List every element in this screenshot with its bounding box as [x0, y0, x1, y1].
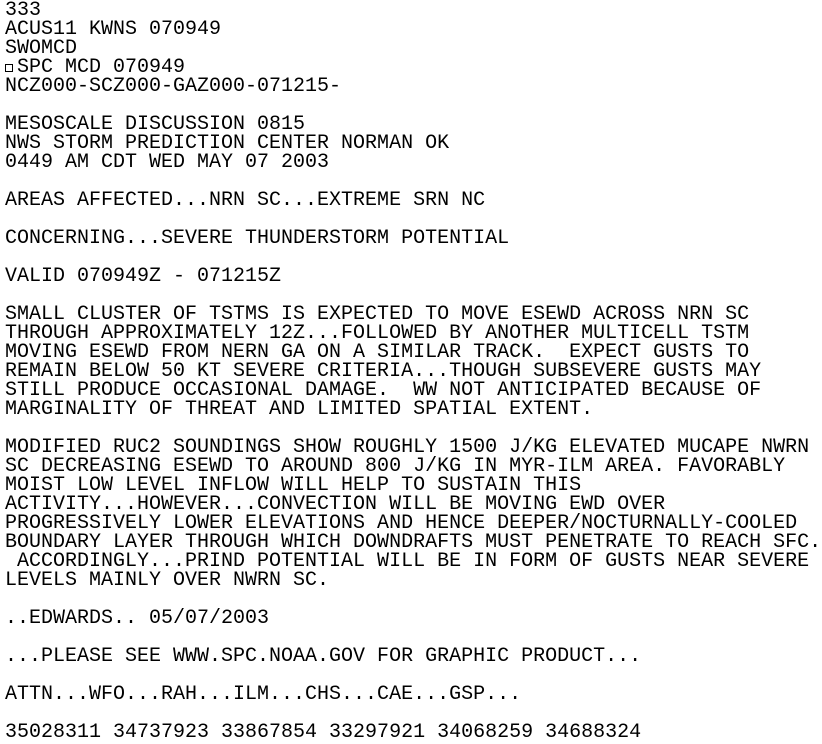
paragraph-1-line: REMAIN BELOW 50 KT SEVERE CRITERIA...THOUGH SUBSEVERE GUSTS MAY — [5, 360, 762, 383]
header-line-3: SWOMCD — [5, 37, 78, 60]
paragraph-1-line: STILL PRODUCE OCCASIONAL DAMAGE. WW NOT ANTICIPATED BECAUSE OF — [5, 379, 762, 402]
paragraph-2-line: BOUNDARY LAYER THROUGH WHICH DOWNDRAFTS MUST PENETRATE TO REACH SFC. — [5, 531, 822, 554]
paragraph-2-line: PROGRESSIVELY LOWER ELEVATIONS AND HENCE DEEPER/NOCTURNALLY-COOLED — [5, 512, 798, 535]
header-line-5: NCZ000-SCZ000-GAZ000-071215- — [5, 75, 342, 98]
concerning: CONCERNING...SEVERE THUNDERSTORM POTENTIAL — [5, 227, 510, 250]
coordinate-list: 35028311 34737923 33867854 33297921 34068259 34688324 — [5, 721, 642, 744]
paragraph-1-line: THROUGH APPROXIMATELY 12Z...FOLLOWED BY ANOTHER MULTICELL TSTM — [5, 322, 750, 345]
header-line-1: 333 — [5, 0, 42, 22]
header-line-4-text: SPC MCD 070949 — [17, 56, 186, 79]
areas-affected: AREAS AFFECTED...NRN SC...EXTREME SRN NC — [5, 189, 486, 212]
paragraph-1-line: MOVING ESEWD FROM NERN GA ON A SIMILAR TRACK. EXPECT GUSTS TO — [5, 341, 750, 364]
title-line-1: MESOSCALE DISCUSSION 0815 — [5, 113, 306, 136]
graphic-product-note: ...PLEASE SEE WWW.SPC.NOAA.GOV FOR GRAPHIC PRODUCT... — [5, 645, 642, 668]
paragraph-2-line: MODIFIED RUC2 SOUNDINGS SHOW ROUGHLY 1500 J/KG ELEVATED MUCAPE NWRN — [5, 436, 810, 459]
attention-offices: ATTN...WFO...RAH...ILM...CHS...CAE...GSP... — [5, 683, 522, 706]
mesoscale-discussion-text — [5, 1, 821, 742]
paragraph-2-line: MOIST LOW LEVEL INFLOW WILL HELP TO SUSTAIN THIS — [5, 474, 582, 497]
paragraph-2-line: ACTIVITY...HOWEVER...CONVECTION WILL BE MOVING EWD OVER — [5, 493, 666, 516]
title-line-3: 0449 AM CDT WED MAY 07 2003 — [5, 151, 330, 174]
paragraph-1-line: SMALL CLUSTER OF TSTMS IS EXPECTED TO MOVE ESEWD ACROSS NRN SC — [5, 303, 750, 326]
valid-time: VALID 070949Z - 071215Z — [5, 265, 282, 288]
forecaster-signature: ..EDWARDS.. 05/07/2003 — [5, 607, 270, 630]
title-line-2: NWS STORM PREDICTION CENTER NORMAN OK — [5, 132, 450, 155]
paragraph-2-line: LEVELS MAINLY OVER NWRN SC. — [5, 569, 330, 592]
paragraph-1-line: MARGINALITY OF THREAT AND LIMITED SPATIAL EXTENT. — [5, 398, 594, 421]
header-line-2: ACUS11 KWNS 070949 — [5, 18, 222, 41]
paragraph-2-line: SC DECREASING ESEWD TO AROUND 800 J/KG IN MYR-ILM AREA. FAVORABLY — [5, 455, 786, 478]
control-character-box-icon — [5, 64, 13, 72]
paragraph-2-line: ACCORDINGLY...PRIND POTENTIAL WILL BE IN FORM OF GUSTS NEAR SEVERE — [5, 550, 810, 573]
